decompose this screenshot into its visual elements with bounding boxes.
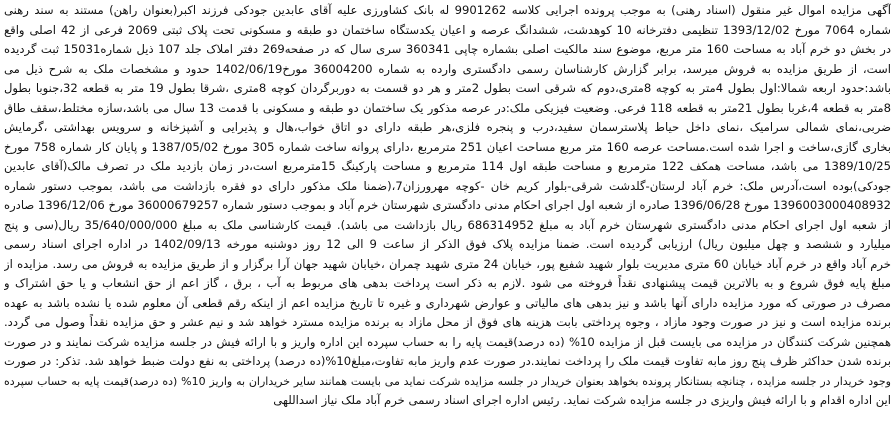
notice-line: در بخش دو خرم آباد به مساحت 160 متر مربع، موضوع سند مالکیت اصلی بشماره چاپی 360341 سری سال که در صفحه269 دفتر املاک جلد 107 ذیل شماره15031 ثبت گردیده: [4, 42, 891, 56]
notice-line: بخاری گازی،ساخت و اجرا شده است.مساحت عرصه 160 متر مربع مساحت اعیان 251 مترمربع ،دارای پروانه ساخت شماره 305 مورخ 1387/05/02 و پایان کار شماره 758 مورخ: [4, 139, 891, 154]
notice-line: میلیارد و ششصد و چهل میلیون ریال) ارزیابی گردیده است. ضمنا مزایده پلاک فوق الذکر از ساعت 9 الی 12 روز دوشنبه مورخه 1402/09/13 در اداره اجرای اسناد رسمی: [4, 237, 891, 251]
notice-line: این اداره اقدام و با ارائه فیش واریزی در جلسه مزایده شرکت نماید. رئیس اداره اجرای اسناد رسمی خرم آباد ملک نیاز اسداللهی: [273, 393, 891, 407]
notice-line: از شعبه اول اجرای احکام مدنی دادگستری شهرستان خرم آباد به مبلغ 686314952 ریال بازداشت می باشد). قیمت کارشناسی ملک به مبلغ 35/640/000/000 ریال(سی و پنج: [4, 217, 891, 232]
notice-line: است، از طریق مزایده به فروش میرسد، برابر گزارش کارشناسان رسمی دادگستری وارده به شماره 36004200 مورخ1402/06/19 حدود و مشخصات ملک به شرح ذیل می: [4, 61, 891, 76]
notice-line: مصرف در صورتی که مورد مزایده دارای آنها باشد و نیز بدهی های مالیاتی و عوارض شهرداری و غیره تا تاریخ مزایده اعم از اینکه رقم قطعی آن معلوم شده یا نشده باشد به عهده: [4, 295, 891, 310]
notice-line: همچنین شرکت کنندگان در مزایده می بایست قبل از مزایده 10% (ده درصد)قیمت پایه را به حساب سپرده این اداره واریز و با ارائه فیش در جلسه مزایده شرکت نمایند و در صورت: [4, 334, 891, 349]
notice-line: باشد:حدود اربعه شمالا:اول بطول 4متر به کوچه 8متری،دوم که شرقی است بطول 2متر و هر دو قسمت به دوربرگردان کوچه 8متری ،شرقا بطول 19 متر به قطعه 32،جنوبا بطول: [4, 81, 891, 95]
notice-line: 8متر به قطعه 4،غربا بطول 21متر به قطعه 118 فرعی. وضعیت فیزیکی ملک:در عرصه مذکور یک ساختمان دو طبقه و مسکونی با قدمت 13 سال می باشد،سازه مختلط،سقف طاق: [4, 100, 891, 115]
notice-line: 1389/10/25 می باشد، مساحت همکف 122 مترمربع و مساحت طبقه اول 114 مترمربع و مساحت پارکینگ 15مترمربع است،در زمان بازدید ملک در تصرف مالک(آقای عابدین: [4, 159, 891, 173]
notice-line: وجود خریدار در جلسه مزایده ، چنانچه بستانکار پرونده بخواهد بعنوان خریدار در جلسه مزایده شرکت نماید می بایست همانند سایر خریداران به واریز 10% (ده درصد)قیمت پایه به حساب سپرده: [4, 374, 891, 388]
notice-line: ضربی،نمای شمالی سرامیک ،نمای داخل حیاط پلاسترسمان سفید،درب و پنجره فلزی،هر طبقه دارای دو اتاق خواب،هال و پذیرایی و آشپزخانه و سرویس بهداشتی ،گرمایش: [4, 120, 891, 134]
notice-line: جودکی)بوده است،آدرس ملک: خرم آباد لرستان-گلدشت شرقی-بلوار کریم خان -کوچه مهرورزان7،(ضمنا ملک مذکور دارای دو فقره بازداشت می باشد، بموجب دستور شماره: [4, 178, 891, 193]
notice-line: خرم آباد واقع در خرم آباد خیابان 60 متری مدیریت بلوار شهید شفیع پور، خیابان 24 متری شهید چمران ،خیابان شهید جهان آرا برگزار و از طریق مزایده به فروش می رسد. مزایده از: [4, 256, 891, 271]
notice-line: شماره 7064 مورخ 1393/12/02 تنظیمی دفترخانه 10 کوهدشت، ششدانگ عرصه و اعیان یکدستگاه ساختمان دو طبقه و مسکونی تحت پلاک ثبتی 2069 فرعی از 42 اصلی واقع: [4, 22, 891, 37]
notice-line: برنده مزایده است و نیز در صورت وجود مازاد ، وجوه پرداختی بابت هزینه های فوق از محل مازاد به برنده مزایده مسترد خواهد شد و نیم عشر و حق مزایده نقداً وصول می گردد.: [4, 315, 891, 329]
notice-line: 1396003000408932 مورخ 1396/06/28 صادره از شعبه اول اجرای احکام مدنی دادگستری شهرستان خرم آباد و بموجب دستور شماره 36000679257 مورخ 1396/12/06 صادره: [4, 198, 891, 212]
notice-line: آگهی مزایده اموال غیر منقول (اسناد رهنی) به موجب پرونده اجرایی کلاسه 9901262 له بانک کشاورزی علیه آقای عابدین جودکی فرزند اکبر(بعنوان راهن) مستند به سند رهنی: [4, 3, 891, 17]
notice-line: برنده شدن حداکثر ظرف پنج روز مابه تفاوت قیمت ملک را پرداخت نمایند.در صورت عدم واریز مابه تفاوت،مبلغ10%(ده درصد) پرداختی به نفع دولت ضبط خواهد شد. تذکر: در صورت: [4, 354, 891, 368]
notice-line: مبلغ پایه فوق شروع و به بالاترین قیمت پیشنهادی نقداً فروخته می شود .لازم به ذکر است پرداخت بدهی های مربوط به آب ، برق ، گاز اعم از حق انشعاب و یا حق اشتراک و: [4, 276, 891, 290]
